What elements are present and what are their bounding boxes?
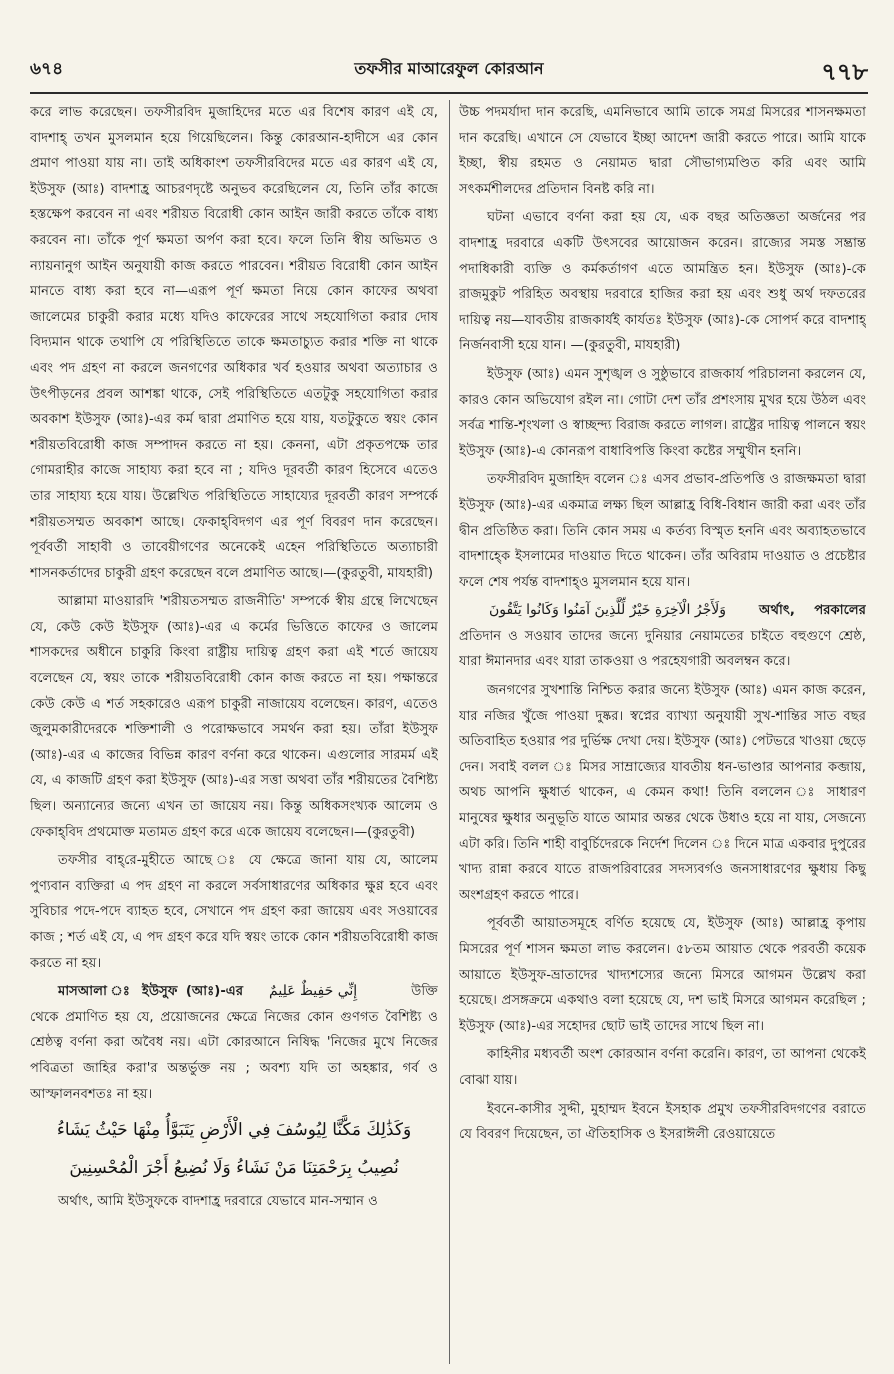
arabic-verse-line-2: نُصِيبُ بِرَحْمَتِنَا مَنْ نَشَاءُ وَلَا نُضِيعُ أَجْرَ الْمُحْسِنِينَ bbox=[69, 1158, 399, 1179]
left-column bbox=[30, 100, 438, 1368]
right-paragraph-1: উচ্চ পদমর্যাদা দান করেছি, এমনিভাবে আমি তাকে সমগ্র মিসরের শাসনক্ষমতা দান করেছি। এখানে সে যেভাবে ইচ্ছা আদেশ জারী করতে পারে। আমি যাকে ইচ্ছা, স্বীয় রহমত ও নেয়ামত দ্বারা সৌভাগ্যমণ্ডিত করি এবং আমি সৎকর্মশীলদের প্রতিদান বিনষ্ট করি না। bbox=[459, 105, 866, 197]
page-header bbox=[30, 50, 868, 86]
column-divider bbox=[449, 100, 450, 1364]
left-page-number: ৬৭৪ bbox=[30, 59, 64, 79]
running-title: তফসীর মাআরেফুল কোরআন bbox=[354, 59, 544, 78]
meaning-lead: অর্থাৎ, পরকালের bbox=[759, 603, 866, 619]
right-paragraph-6: জনগণের সুখশান্তি নিশ্চিত করার জন্যে ইউসুফ (আঃ) এমন কাজ করেন, যার নজির খুঁজে পাওয়া দুষ্কর। স্বপ্নের ব্যাখ্যা অনুযায়ী সুখ-শান্তির সাত বছর অতিবাহিত হওয়ার পর দুর্ভিক্ষ দেখা দেয়। ইউসুফ (আঃ) পেটভরে খাওয়া ছেড়ে দেন। সবাই বলল ঃ মিসর সাম্রাজ্যের যাবতীয় ধন-ভাণ্ডার আপনার কব্জায়, অথচ আপনি ক্ষুধার্ত থাকেন, এ কেমন কথা! তিনি বললেন ঃ সাধারণ মানুষের ক্ষুধার অনুভূতি যাতে আমার অন্তর থেকে উধাও হয়ে না যায়, সেজন্যে এটা করি। তিনি শাহী বাবুর্চিদেরকে নির্দেশ দিলেন ঃ দিনে মাত্র একবার দুপুরের খাদ্য রান্না করবে যাতে রাজপরিবারের সদস্যবর্গও জনসাধারণের ক্ষুধায় কিছু অংশগ্রহণ করতে পারে। bbox=[459, 678, 866, 908]
right-paragraph-5 bbox=[459, 598, 866, 675]
masala-lead: মাসআলা ঃ ইউসুফ (আঃ)-এর bbox=[58, 984, 244, 1000]
left-paragraph-5: অর্থাৎ, আমি ইউসুফকে বাদশাহ্র দরবারে যেভাবে মান-সম্মান ও bbox=[58, 1194, 378, 1210]
left-paragraph-4 bbox=[30, 979, 438, 1107]
arabic-inline-phrase: إِنِّي حَفِيظٌ عَلِيمٌ bbox=[269, 983, 358, 1000]
left-paragraph-1: করে লাভ করেছেন। তফসীরবিদ মুজাহিদের মতে এর বিশেষ কারণ এই যে, বাদশাহ্ তখন মুসলমান হয়ে গিয়েছিলেন। কিন্তু কোরআন-হাদীসে এর কোন প্রমাণ পাওয়া যায় না। তাই অধিকাংশ তফসীরবিদের মতে এর কারণ এই যে, ইউসুফ (আঃ) বাদশাহ্র আচরণদৃষ্টে অনুভব করেছিলেন যে, তিনি তাঁর কাজে হস্তক্ষেপ করবেন না এবং শরীয়ত বিরোধী কোন আইন জারী করতে তাঁকে বাধ্য করবেন না। তাঁকে পূর্ণ ক্ষমতা অর্পণ করা হবে। ফলে তিনি স্বীয় অভিমত ও ন্যায়নানুগ আইন অনুযায়ী কাজ করতে পারবেন। শরীয়ত বিরোধী কোন আইন মানতে বাধ্য করা হবে না—এরূপ পূর্ণ ক্ষমতা নিয়ে কোন কাফের অথবা জালেমের চাকুরী করার মধ্যে যদিও কাফেরের সাথে সহযোগিতা করার দোষ বিদ্যমান থাকে তথাপি যে পরিস্থিতিতে তাকে ক্ষমতাচ্যুত করার শক্তি না থাকে এবং পদ গ্রহণ না করলে জনগণের অধিকার খর্ব হওয়ার অথবা অত্যাচার ও উৎপীড়নের প্রবল আশঙ্কা থাকে, সেই পরিস্থিতিতে এতটুকু সহযোগিতা করার অবকাশ ইউসুফ (আঃ)-এর কর্ম দ্বারা প্রমাণিত হয়ে যায়, যতটুকুতে স্বয়ং কোন শরীয়তবিরোধী কাজ সম্পাদন করতে না হয়। কেননা, এটা প্রকৃতপক্ষে তার গোমরাহীর কাজে সাহায্য করা হবে না ; যদিও দূরবর্তী কারণ হিসেবে এতেও তার সাহায্য হয়ে যায়। উল্লেখিত পরিস্থিতিতে সাহায্যের দূরবর্তী কারণ সম্পর্কে শরীয়তসম্মত অবকাশ আছে। ফেকাহ্‌বিদগণ এর পূর্ণ বিবরণ দান করেছেন। পূর্ববর্তী সাহাবী ও তাবেয়ীগণের অনেকেই এহেন পরিস্থিতিতে অত্যাচারী শাসনকর্তাদের চাকুরী গ্রহণ করেছেন বলে প্রমাণিত আছে।—(কুরতুবী, মাযহারী) bbox=[30, 105, 438, 581]
right-paragraph-4: তফসীরবিদ মুজাহিদ বলেন ঃ এসব প্রভাব-প্রতিপত্তি ও রাজক্ষমতা দ্বারা ইউসুফ (আঃ)-এর একমাত্র লক্ষ্য ছিল আল্লাহ্র বিধি-বিধান জারী করা এবং তাঁর দ্বীন প্রতিষ্ঠিত করা। তিনি কোন সময় এ কর্তব্য বিস্মৃত হননি এবং অব্যাহতভাবে বাদশাহ্কে ইসলামের দাওয়াত দিতে থাকেন। তাঁর অবিরাম দাওয়াত ও প্রচেষ্টার ফলে শেষ পর্যন্ত বাদশাহ্ও মুসলমান হয়ে যান। bbox=[459, 467, 866, 595]
left-paragraph-3: তফসীর বাহ্‌রে-মুহীতে আছে ঃ যে ক্ষেত্রে জানা যায় যে, আলেম পুণ্যবান ব্যক্তিরা এ পদ গ্রহণ না করলে সর্বসাধারণের অধিকার ক্ষুণ্ণ হবে এবং সুবিচার পদে-পদে ব্যাহত হবে, সেখানে পদ গ্রহণ করা জায়েয এবং সওয়াবের কাজ ; শর্ত এই যে, এ পদ গ্রহণ করে যদি স্বয়ং তাকে কোন শরীয়তবিরোধী কাজ করতে না হয়। bbox=[30, 848, 438, 976]
masala-body: উক্তি থেকে প্রমাণিত হয় যে, প্রয়োজনের ক্ষেত্রে নিজের কোন গুণগত বৈশিষ্ট্য ও শ্রেষ্ঠত্ব বর্ণনা করা অবৈধ নয়। এটা কোরআনে নিষিদ্ধ 'নিজের মুখে নিজের পবিত্রতা জাহির করা'র অন্তর্ভুক্ত নয় ; অবশ্য যদি তা অহঙ্কার, গর্ব ও আস্ফালনবশতঃ না হয়। bbox=[30, 984, 438, 1102]
left-paragraph-2: আল্লামা মাওয়ারদি 'শরীয়তসম্মত রাজনীতি' সম্পর্কে স্বীয় গ্রন্থে লিখেছেন যে, কেউ কেউ ইউসুফ (আঃ)-এর এ কর্মের ভিত্তিতে কাফের ও জালেম শাসকদের অধীনে চাকুরি কিংবা রাষ্ট্রীয় দায়িত্ব গ্রহণ করা এই শর্তে জায়েয বলেছেন যে, স্বয়ং তাকে শরীয়তবিরোধী কোন কাজ করতে না হয়। পক্ষান্তরে কেউ কেউ এ শর্ত সহকারেও এরূপ চাকুরী নাজায়েয বলেছেন। কারণ, এতেও জুলুমকারীদেরকে শক্তিশালী ও পরোক্ষভাবে সমর্থন করা হয়। তাঁরা ইউসুফ (আঃ)-এর এ কাজের বিভিন্ন কারণ বর্ণনা করে থাকেন। এগুলোর সারমর্ম এই যে, এ কাজটি গ্রহণ করা ইউসুফ (আঃ)-এর সত্তা অথবা তাঁর শরীয়তের বৈশিষ্ট্য ছিল। অন্যান্যের জন্যে এখন তা জায়েয নয়। কিন্তু অধিকসংখ্যক আলেম ও ফেকাহ্‌বিদ প্রথমোক্ত মতামত গ্রহণ করে একে জায়েয বলেছেন।—(কুরতুবী) bbox=[30, 589, 438, 845]
right-paragraph-3: ইউসুফ (আঃ) এমন সুশৃঙ্খল ও সুষ্ঠুভাবে রাজকার্য পরিচালনা করলেন যে, কারও কোন অভিযোগ রইল না। গোটা দেশ তাঁর প্রশংসায় মুখর হয়ে উঠল এবং সর্বত্র শান্তি-শৃংখলা ও স্বাচ্ছন্দ্য বিরাজ করতে লাগল। রাষ্ট্রের দায়িত্ব পালনে স্বয়ং ইউসুফ (আঃ)-এ কোনরূপ বাধাবিপত্তি কিংবা কষ্টের সম্মুখীন হননি। bbox=[459, 362, 866, 464]
meaning-body: প্রতিদান ও সওয়াব তাদের জন্যে দুনিয়ার নেয়ামতের চাইতে বহুগুণে শ্রেষ্ঠ, যারা ঈমানদার এবং যারা তাকওয়া ও পরহেযগারী অবলম্বন করে। bbox=[459, 628, 866, 670]
right-page-number: ৭৭৮ bbox=[821, 58, 868, 86]
right-column bbox=[459, 100, 866, 1368]
right-paragraph-2: ঘটনা এভাবে বর্ণনা করা হয় যে, এক বছর অতিজ্ঞতা অর্জনের পর বাদশাহ্র দরবারে একটি উৎসবের আয়োজন করেন। রাজ্যের সমস্ত সম্ভ্রান্ত পদাধিকারী ব্যক্তি ও কর্মকর্তাগণ এতে আমন্ত্রিত হন। ইউসুফ (আঃ)-কে রাজমুকুট পরিহিত অবস্থায় দরবারে হাজির করা হয় এবং শুধু অর্থ দফতরের দায়িত্ব নয়—যাবতীয় রাজকার্যই কার্যতঃ ইউসুফ (আঃ)-কে সোপর্দ করে বাদশাহ্ নির্জনবাসী হয়ে যান। —(কুরতুবী, মাযহারী) bbox=[459, 205, 866, 359]
right-paragraph-9: ইবনে-কাসীর সুদ্দী, মুহাম্মদ ইবনে ইসহাক প্রমুখ তফসীরবিদগণের বরাতে যে বিবরণ দিয়েছেন, তা ঐতিহাসিক ও ইসরাঈলী রেওয়ায়েতে bbox=[459, 1101, 866, 1143]
right-paragraph-8: কাহিনীর মধ্যবর্তী অংশ কোরআন বর্ণনা করেনি। কারণ, তা আপনা থেকেই বোঝা যায়। bbox=[459, 1042, 866, 1093]
arabic-verse-line-1: وَكَذَٰلِكَ مَكَّنَّا لِيُوسُفَ فِي الْأَرْضِ يَتَبَوَّأُ مِنْهَا حَيْثُ يَشَاءُ bbox=[56, 1120, 412, 1141]
right-paragraph-7: পূর্ববর্তী আয়াতসমূহে বর্ণিত হয়েছে যে, ইউসুফ (আঃ) আল্লাহ্র কৃপায় মিসরের পূর্ণ শাসন ক্ষমতা লাভ করলেন। ৫৮তম আয়াত থেকে পরবর্তী কয়েক আয়াতে ইউসুফ-ভ্রাতাদের খাদ্যশস্যের জন্যে মিসরে আগমন উল্লেখ করা হয়েছে। প্রসঙ্গক্রমে একথাও বলা হয়েছে যে, দশ ভাই মিসরে আগমন করেছিল ; ইউসুফ (আঃ)-এর সহোদর ছোট ভাই তাদের সাথে ছিল না। bbox=[459, 911, 866, 1039]
header-rule bbox=[30, 92, 868, 94]
arabic-inline-verse: وَلَأَجْرُ الْآخِرَةِ خَيْرٌ لِّلَّذِينَ آمَنُوا وَكَانُوا يَتَّقُونَ bbox=[489, 602, 726, 619]
